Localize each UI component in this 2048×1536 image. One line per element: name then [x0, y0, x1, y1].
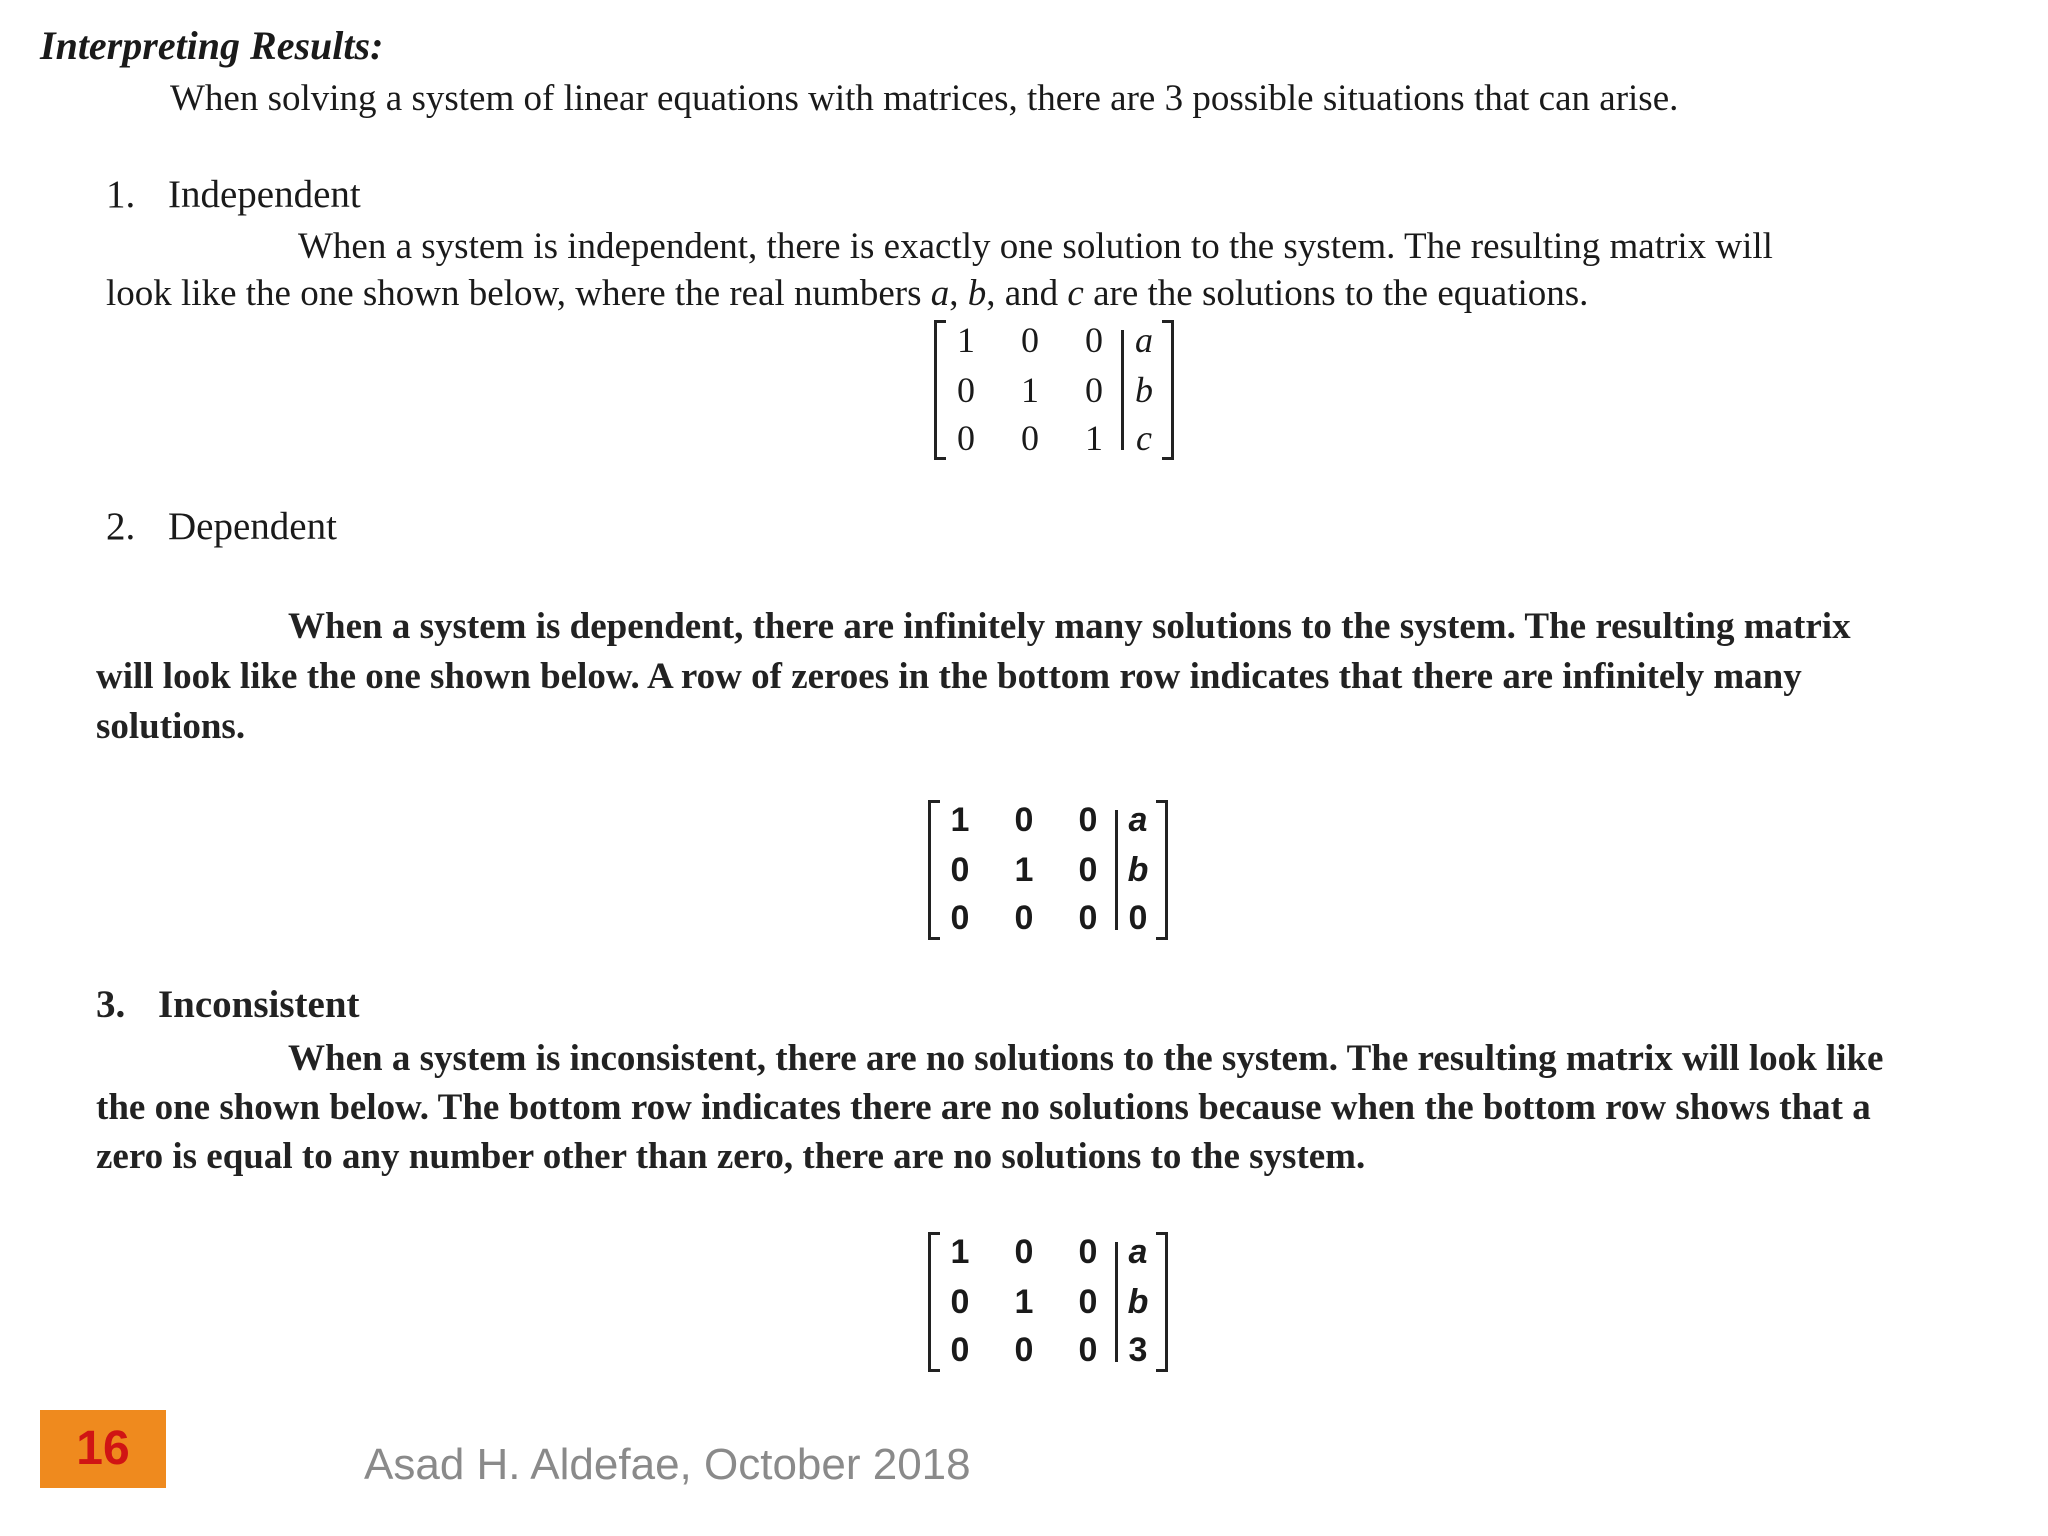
left-bracket: [934, 320, 946, 460]
matrix-cell: c: [1136, 418, 1152, 458]
section-title: Independent: [168, 173, 361, 216]
section-number: 3.: [96, 983, 126, 1026]
section-dependent-title: [106, 504, 337, 549]
section-title: Inconsistent: [158, 983, 360, 1026]
matrix-cell: 0: [1014, 801, 1034, 839]
section-heading: Interpreting Results:: [40, 23, 384, 68]
matrix-cell: 0: [1078, 801, 1098, 839]
section-inconsistent-title: [96, 982, 360, 1027]
inconsistent-line-1: When a system is inconsistent, there are no solutions to the system. The resulting matrix will look like: [288, 1038, 1884, 1079]
matrix-cell: 0: [1078, 851, 1098, 889]
variable-a: a: [930, 273, 950, 314]
footer-author-date: Asad H. Aldefae, October 2018: [364, 1440, 971, 1489]
matrix-cell: 1: [1085, 418, 1103, 458]
section-independent-title: [106, 172, 361, 217]
matrix-cell: a: [1135, 320, 1153, 360]
intro-text: When solving a system of linear equations with matrices, there are 3 possible situations that can arise.: [170, 78, 1679, 119]
independent-augmented-matrix: [934, 320, 1174, 460]
matrix-cell: 0: [1085, 320, 1103, 360]
matrix-cell: 0: [1078, 1233, 1098, 1271]
matrix-cell: b: [1127, 851, 1149, 889]
matrix-cell: 0: [1078, 1331, 1098, 1369]
dependent-line-3: solutions.: [96, 706, 246, 747]
matrix-cell: 0: [950, 1331, 970, 1369]
matrix-cell: 1: [1014, 1283, 1034, 1321]
dependent-line-1: When a system is dependent, there are infinitely many solutions to the system. The resulting matrix: [288, 606, 1851, 647]
matrix-cell: 1: [1014, 851, 1034, 889]
matrix-cell: 3: [1128, 1331, 1148, 1369]
matrix-cell: 0: [1014, 1233, 1034, 1271]
matrix-cell: 0: [1014, 899, 1034, 937]
matrix-cell: 0: [1085, 370, 1103, 410]
section-number: 2.: [106, 505, 136, 548]
matrix-cell: 0: [950, 899, 970, 937]
matrix-cell: 0: [1021, 320, 1039, 360]
matrix-cell: 0: [950, 1283, 970, 1321]
matrix-cell: 1: [957, 320, 975, 360]
page-number-badge: 16: [40, 1410, 166, 1488]
independent-line-2-prefix: look like the one shown below, where the real numbers: [106, 273, 931, 314]
matrix-cell: 0: [1021, 418, 1039, 458]
matrix-cell: 0: [957, 418, 975, 458]
section-title: Dependent: [168, 505, 337, 548]
inconsistent-augmented-matrix: [928, 1232, 1168, 1372]
separator: ,: [949, 273, 968, 314]
matrix-cell: 0: [950, 851, 970, 889]
section-number: 1.: [106, 173, 136, 216]
variable-c: c: [1067, 273, 1084, 314]
matrix-cell: 0: [1078, 899, 1098, 937]
inconsistent-line-2: the one shown below. The bottom row indicates there are no solutions because when the bottom row shows that a: [96, 1087, 1871, 1128]
independent-line-1: When a system is independent, there is exactly one solution to the system. The resulting matrix will: [298, 226, 1773, 267]
dependent-augmented-matrix: [928, 800, 1168, 940]
left-bracket: [928, 1232, 940, 1372]
matrix-cell: 0: [1128, 899, 1148, 937]
matrix-cell: a: [1128, 1233, 1148, 1271]
matrix-cell: 0: [957, 370, 975, 410]
matrix-cell: 1: [950, 1233, 970, 1271]
left-bracket: [928, 800, 940, 940]
matrix-cell: 0: [1078, 1283, 1098, 1321]
matrix-cell: b: [1127, 1283, 1149, 1321]
dependent-line-2: will look like the one shown below. A row of zeroes in the bottom row indicates that there are infinitely many: [96, 656, 1802, 697]
inconsistent-line-3: zero is equal to any number other than zero, there are no solutions to the system.: [96, 1136, 1366, 1177]
matrix-cell: b: [1135, 370, 1153, 410]
independent-line-2: [106, 269, 1588, 318]
independent-line-2-suffix: are the solutions to the equations.: [1083, 273, 1589, 314]
matrix-cell: 1: [950, 801, 970, 839]
separator: , and: [986, 273, 1068, 314]
matrix-cell: a: [1128, 801, 1148, 839]
matrix-cell: 1: [1021, 370, 1039, 410]
variable-b: b: [967, 273, 987, 314]
matrix-cell: 0: [1014, 1331, 1034, 1369]
